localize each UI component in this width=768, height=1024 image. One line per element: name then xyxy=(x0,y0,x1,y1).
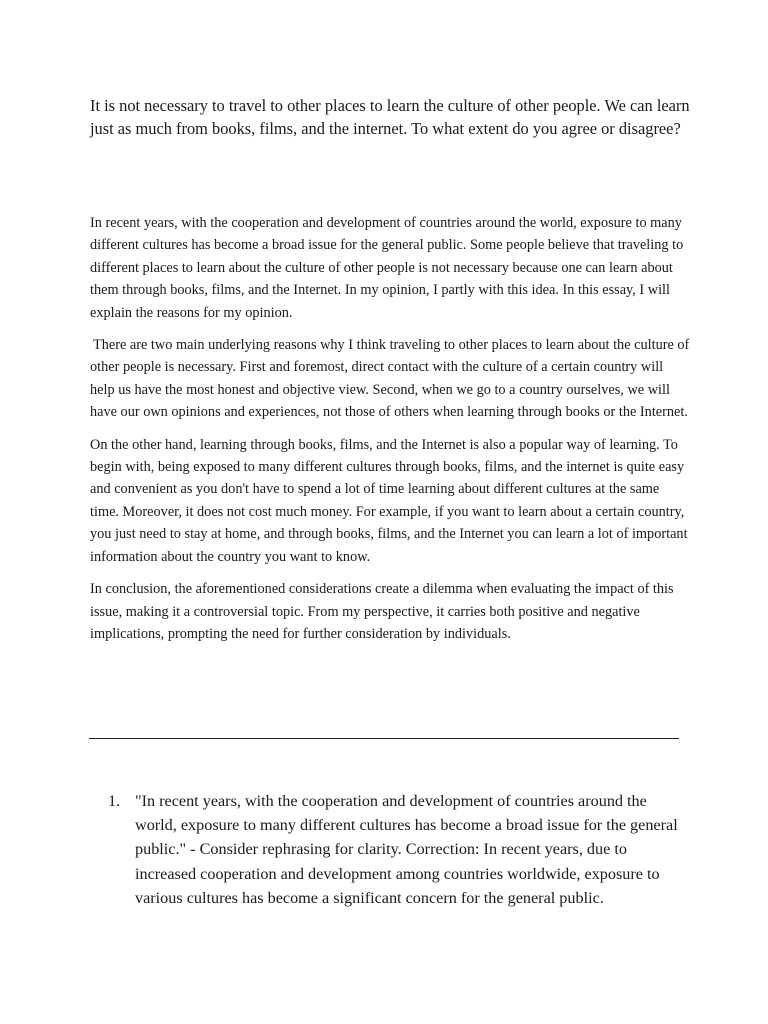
essay-paragraph-body-2: On the other hand, learning through books, films, and the Internet is also a popular way of learning. To begin with, being exposed to many different cultures through books, films, and the internet is quite easy and convenient as you don't have to spend a lot of time learning about different cultures at the same time. Moreover, it does not cost much money. For example, if you want to learn about a certain country, you just need to stay at home, and through books, films, and the Internet you can learn a lot of important information about the country you want to know. xyxy=(90,436,688,565)
feedback-item-body xyxy=(135,789,688,910)
feedback-item-comment: Consider rephrasing for clarity. Correction: In recent years, due to increased cooperation and development among countries worldwide, exposure to various cultures has become a significant concern for the general public. xyxy=(135,840,660,907)
essay-body xyxy=(90,212,690,655)
feedback-list xyxy=(108,789,688,910)
essay-paragraph-introduction: In recent years, with the cooperation and development of countries around the world, exposure to many different cultures has become a broad issue for the general public. Some people believe that traveling to different places to learn about the culture of other people is not necessary because one can learn about them through books, films, and the Internet. In my opinion, I partly with this idea. In this essay, I will explain the reasons for my opinion. xyxy=(90,215,684,321)
section-divider xyxy=(89,738,679,739)
essay-paragraph-body-1: There are two main underlying reasons why I think traveling to other places to learn about the culture of other people is necessary. First and foremost, direct contact with the culture of a certain country will help us have the most honest and objective view. Second, when we go to a country ourselves, we will have our own opinions and experiences, not those of others when learning through books or the Internet. xyxy=(90,337,690,421)
feedback-item-quote: "In recent years, with the cooperation and development of countries around the world, exposure to many different cultures has become a broad issue for the general public." xyxy=(135,792,678,859)
essay-prompt: It is not necessary to travel to other places to learn the culture of other people. We can learn just as much from books, films, and the internet. To what extent do you agree or disagree? xyxy=(90,96,690,138)
feedback-item-number: 1. xyxy=(108,792,121,810)
essay-paragraph-conclusion: In conclusion, the aforementioned considerations create a dilemma when evaluating the impact of this issue, making it a controversial topic. From my perspective, it carries both positive and negative implications, prompting the need for further consideration by individuals. xyxy=(90,581,674,642)
feedback-item-separator: - xyxy=(186,840,200,859)
feedback-item xyxy=(108,789,688,910)
